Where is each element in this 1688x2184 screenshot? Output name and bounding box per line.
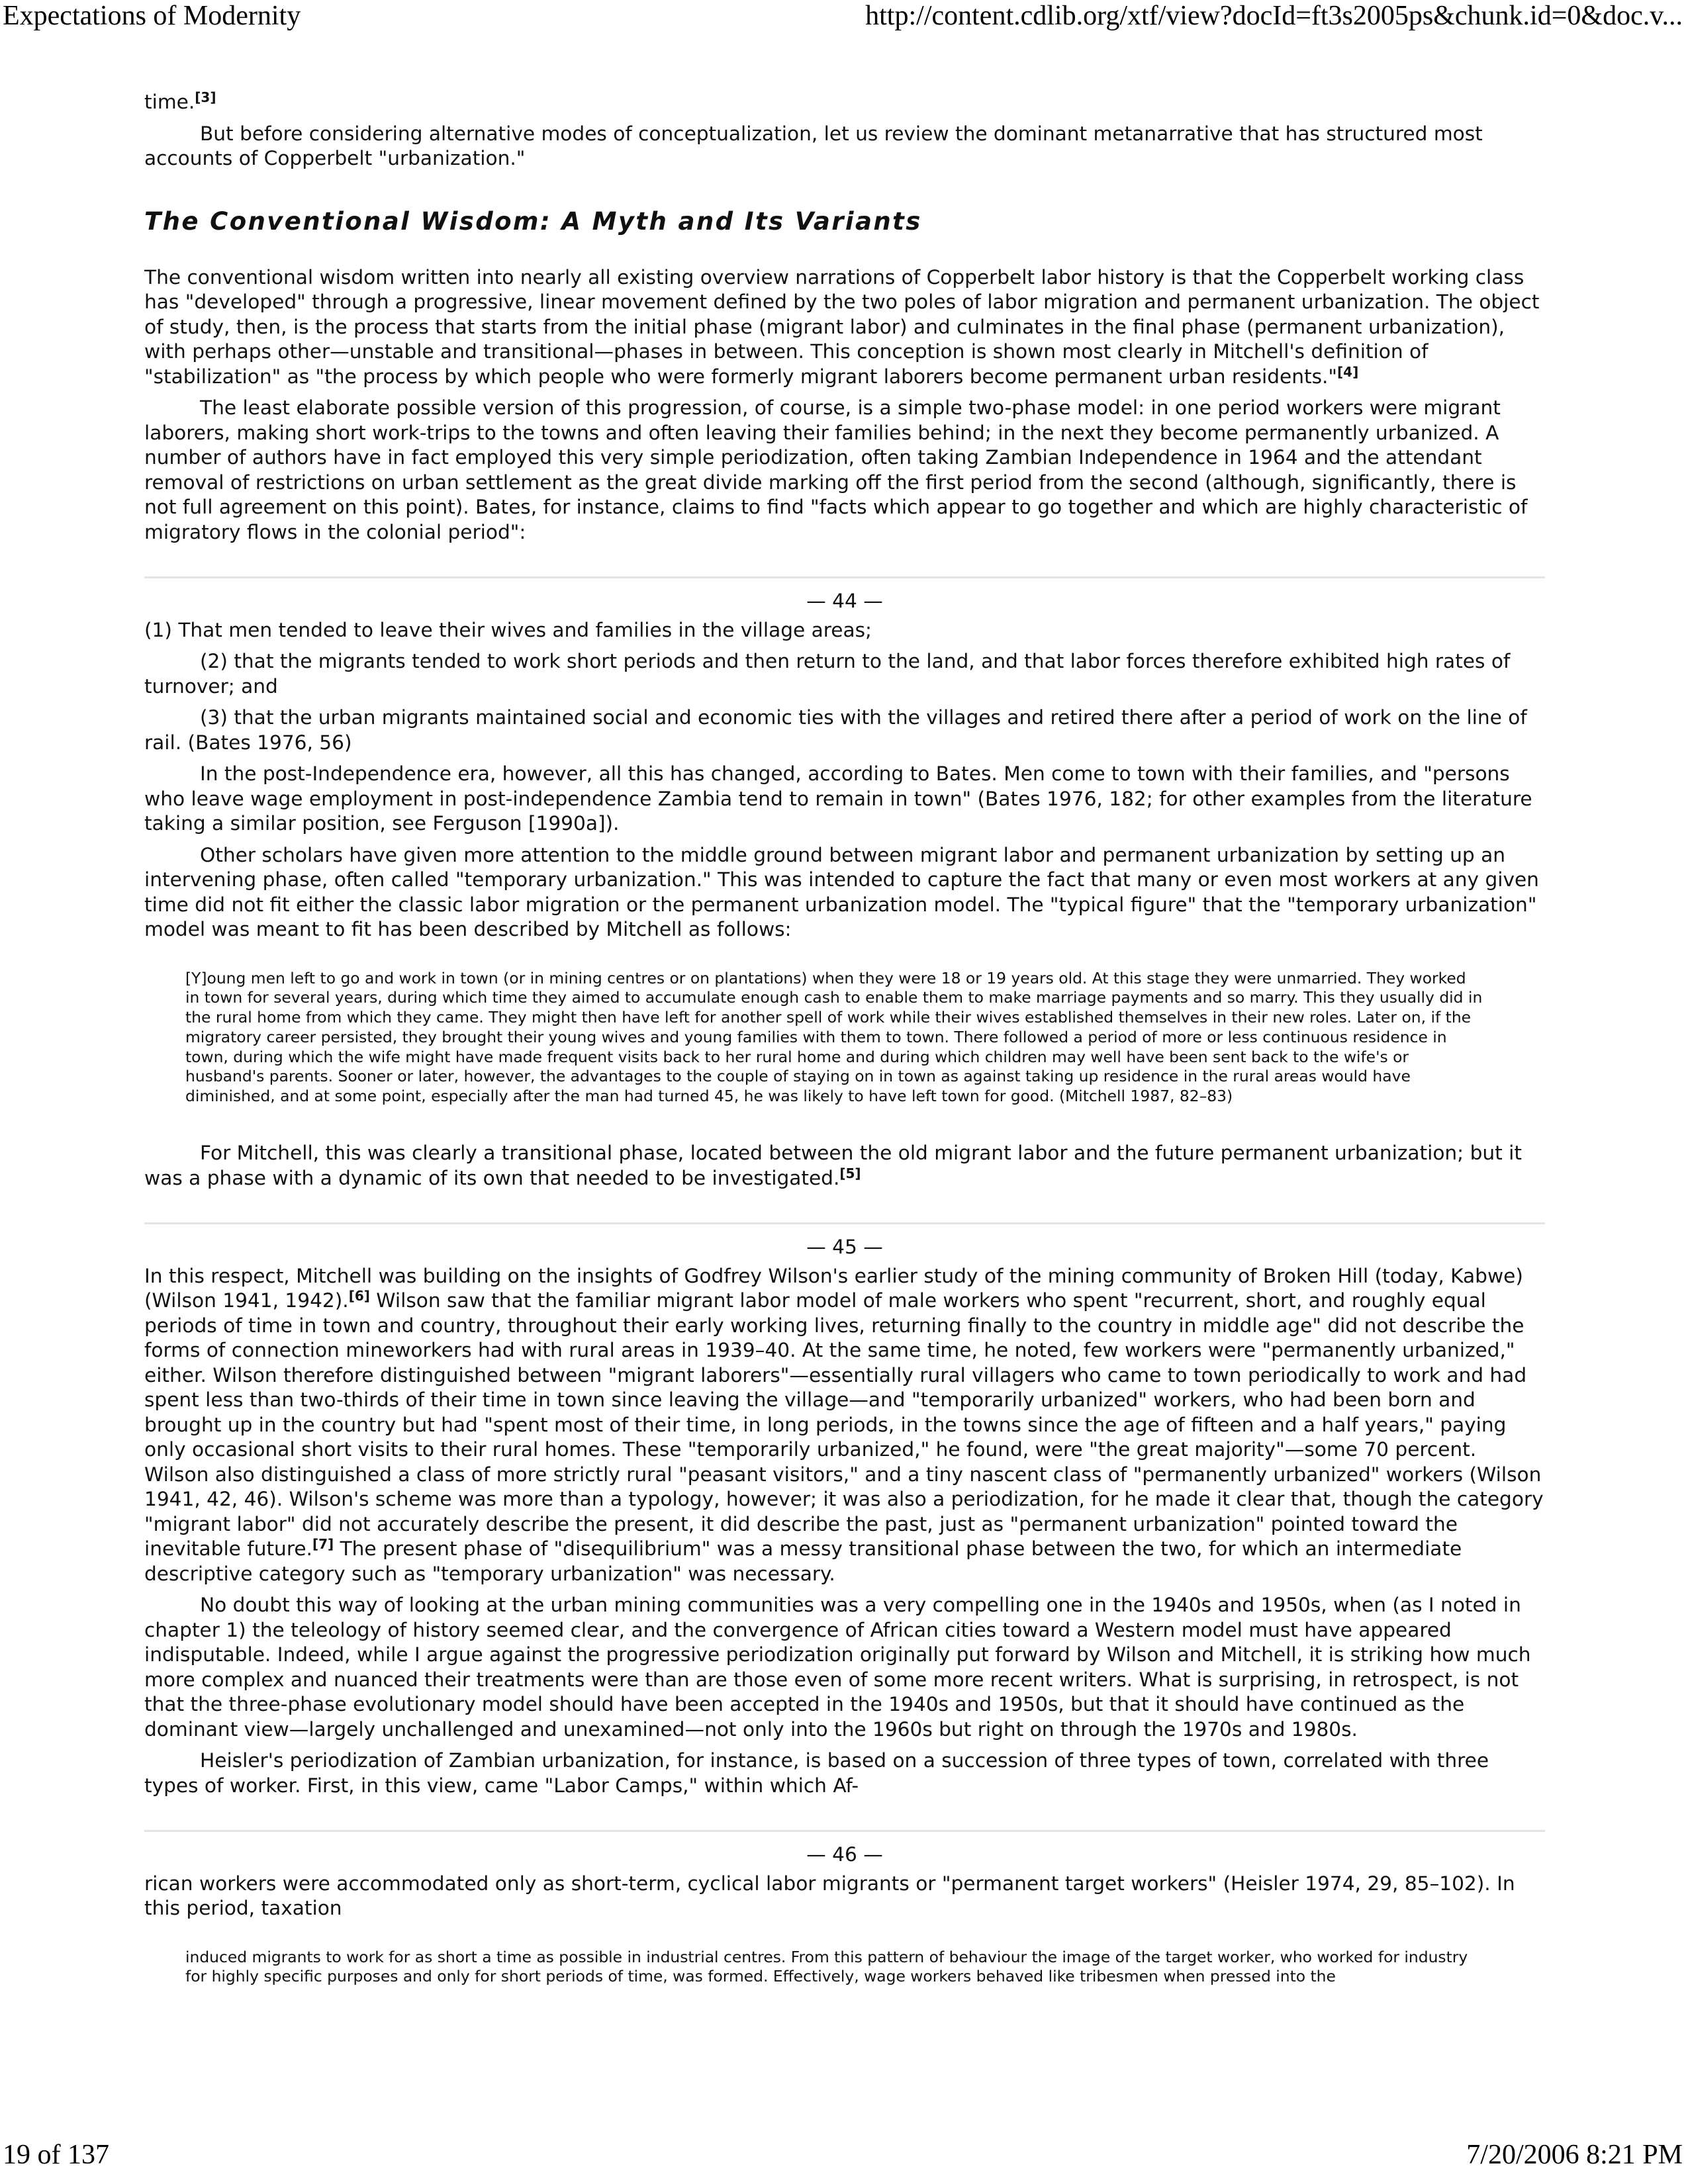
paragraph-rican: rican workers were accommodated only as short-term, cyclical labor migrants or "permanent target workers" (Heisler 1974, 29, 85–102). In this period, taxation: [144, 1872, 1515, 1920]
paragraph-heisler: Heisler's periodization of Zambian urbanization, for instance, is based on a succession of three types of town, correlated with three types of worker. First, in this view, came "Labor Camps," within which Af-: [144, 1749, 1489, 1797]
page-divider: [144, 1830, 1545, 1832]
footnote-ref-7[interactable]: [7]: [312, 1536, 334, 1553]
list-item-3: (3) that the urban migrants maintained social and economic ties with the villages and retired there after a period of work on the line of rail. (Bates 1976, 56): [144, 706, 1527, 754]
article-body: [144, 90, 1545, 2021]
block-quote-heisler: induced migrants to work for as short a time as possible in industrial centres. From this pattern of behaviour the image of the target worker, who worked for industry for highly specific purposes and only for short periods of time, was formed. Effectively, wage workers behaved like tribesmen when pressed into the: [185, 1947, 1468, 1986]
list-item-1: (1) That men tended to leave their wives and families in the village areas;: [144, 618, 872, 641]
page-counter: 19 of 137: [3, 2140, 109, 2170]
print-datetime: 7/20/2006 8:21 PM: [1466, 2140, 1683, 2170]
paragraph-conventional: The conventional wisdom written into nearly all existing overview narrations of Copperbelt labor history is that the Copperbelt working class has "developed" through a progressive, linear movement defined by the two poles of labor migration and permanent urbanization. The object of study, then, is the process that starts from the initial phase (migrant labor) and culminates in the final phase (permanent urbanization), with perhaps other—unstable and transitional—phases in between. This conception is shown most clearly in Mitchell's definition of "stabilization" as "the process by which people who were formerly migrant laborers become permanent urban residents."[4]: [144, 265, 1540, 388]
list-item-2: (2) that the migrants tended to work short periods and then return to the land, and that labor forces therefore exhibited high rates of turnover; and: [144, 650, 1511, 698]
page-number-44: — 44 —: [806, 590, 883, 612]
page-number-46: — 46 —: [806, 1843, 883, 1866]
page-divider: [144, 576, 1545, 578]
browser-print-footer: [0, 2139, 1688, 2179]
footnote-ref-4[interactable]: [4]: [1337, 363, 1359, 380]
section-heading: The Conventional Wisdom: A Myth and Its Variants: [144, 206, 922, 236]
paragraph-least: The least elaborate possible version of this progression, of course, is a simple two-phase model: in one period workers were migrant laborers, making short work-trips to the towns and often leaving their families behind; in the next they become permanently urbanized. A number of authors have in fact employed this very simple periodization, often taking Zambian Independence in 1964 and the attendant removal of restrictions on urban settlement as the great divide marking off the first period from the second (although, significantly, there is not full agreement on this point). Bates, for instance, claims to find "facts which appear to go together and which are highly characteristic of migratory flows in the colonial period":: [144, 396, 1528, 543]
footnote-ref-5[interactable]: [5]: [839, 1165, 861, 1181]
page-divider: [144, 1222, 1545, 1224]
paragraph-other-scholars: Other scholars have given more attention to the middle ground between migrant labor and permanent urbanization by setting up an intervening phase, often called "temporary urbanization." This was intended to capture the fact that many or even most workers at any given time did not fit either the classic labor migration or the permanent urbanization model. The "typical figure" that the "temporary urbanization" model was meant to fit has been described by Mitchell as follows:: [144, 843, 1539, 940]
page-number-45: — 45 —: [806, 1236, 883, 1259]
document-title: Expectations of Modernity: [3, 1, 301, 31]
block-quote-mitchell: [Y]oung men left to go and work in town (or in mining centres or on plantations) when they were 18 or 19 years old. At this stage they were unmarried. They worked in town for several years, during which time they aimed to accumulate enough cash to enable them to make marriage payments and so marry. This they usually did in the rural home from which they came. They might then have left for another spell of work while their wives established themselves in their new roles. Later on, if the migratory career persisted, they brought their young wives and young families with them to town. There followed a period of more or less continuous residence in town, during which the wife might have made frequent visits back to her rural home and during which children may well have been sent back to the wife's or husband's parents. Sooner or later, however, the advantages to the couple of staying on in town as against taking up residence in the rural areas would have diminished, and at some point, especially after the man had turned 45, he was likely to have left town for good. (Mitchell 1987, 82–83): [185, 968, 1483, 1106]
paragraph-but: But before considering alternative modes of conceptualization, let us review the dominant metanarrative that has structured most accounts of Copperbelt "urbanization.": [144, 122, 1483, 169]
footnote-ref-3[interactable]: [3]: [195, 89, 216, 105]
paragraph-post-independence: In the post-Independence era, however, all this has changed, according to Bates. Men come to town with their families, and "persons who leave wage employment in post-independence Zambia tend to remain in town" (Bates 1976, 182; for other examples from the literature taking a similar position, see Ferguson [1990a]).: [144, 762, 1532, 835]
paragraph-intro: time.[3]: [144, 89, 216, 113]
document-url[interactable]: http://content.cdlib.org/xtf/view?docId=ft3s2005ps&chunk.id=0&doc.v...: [865, 1, 1683, 31]
paragraph-no-doubt: No doubt this way of looking at the urban mining communities was a very compelling one in the 1940s and 1950s, when (as I noted in chapter 1) the teleology of history seemed clear, and the convergence of African cities toward a Western model must have appeared indisputable. Indeed, while I argue against the progressive periodization originally put forward by Wilson and Mitchell, it is striking how much more complex and nuanced their treatments were than are those even of some more recent writers. What is surprising, in retrospect, is not that the three-phase evolutionary model should have been accepted in the 1940s and 1950s, but that it should have continued as the dominant view—largely unchallenged and unexamined—not only into the 1960s but right on through the 1970s and 1980s.: [144, 1594, 1531, 1741]
footnote-ref-6[interactable]: [6]: [348, 1288, 370, 1304]
browser-print-header: [0, 0, 1688, 40]
paragraph-for-mitchell: For Mitchell, this was clearly a transitional phase, located between the old migrant labor and the future permanent urbanization; but it was a phase with a dynamic of its own that needed to be investigated.[5]: [144, 1142, 1522, 1189]
paragraph-wilson: In this respect, Mitchell was building on the insights of Godfrey Wilson's earlier study of the mining community of Broken Hill (today, Kabwe) (Wilson 1941, 1942).[6] Wilson saw that the familiar migrant labor model of male workers who spent "recurrent, short, and roughly equal periods of time in town and country, throughout their early working lives, returning finally to the country in middle age" did not describe the forms of connection mineworkers had with rural areas in 1939–40. At the same time, he noted, few workers were "permanently urbanized," either. Wilson therefore distinguished between "migrant laborers"—essentially rural villagers who came to town periodically to work and had spent less than two-thirds of their time in town since leaving the village—and "temporarily urbanized" workers, who had been born and brought up in the country but had "spent most of their time, in long periods, in the towns since the age of fifteen and a half years," paying only occasional short visits to their rural homes. These "temporarily urbanized," he found, were "the great majority"—some 70 percent. Wilson also distinguished a class of more strictly rural "peasant visitors," and a tiny nascent class of "permanently urbanized" workers (Wilson 1941, 42, 46). Wilson's scheme was more than a typology, however; it was also a periodization, for he made it clear that, though the category "migrant labor" did not accurately describe the present, it did describe the past, just as "permanent urbanization" pointed toward the inevitable future.[7] The present phase of "disequilibrium" was a messy transitional phase between the two, for which an intermediate descriptive category such as "temporary urbanization" was necessary.: [144, 1264, 1544, 1585]
